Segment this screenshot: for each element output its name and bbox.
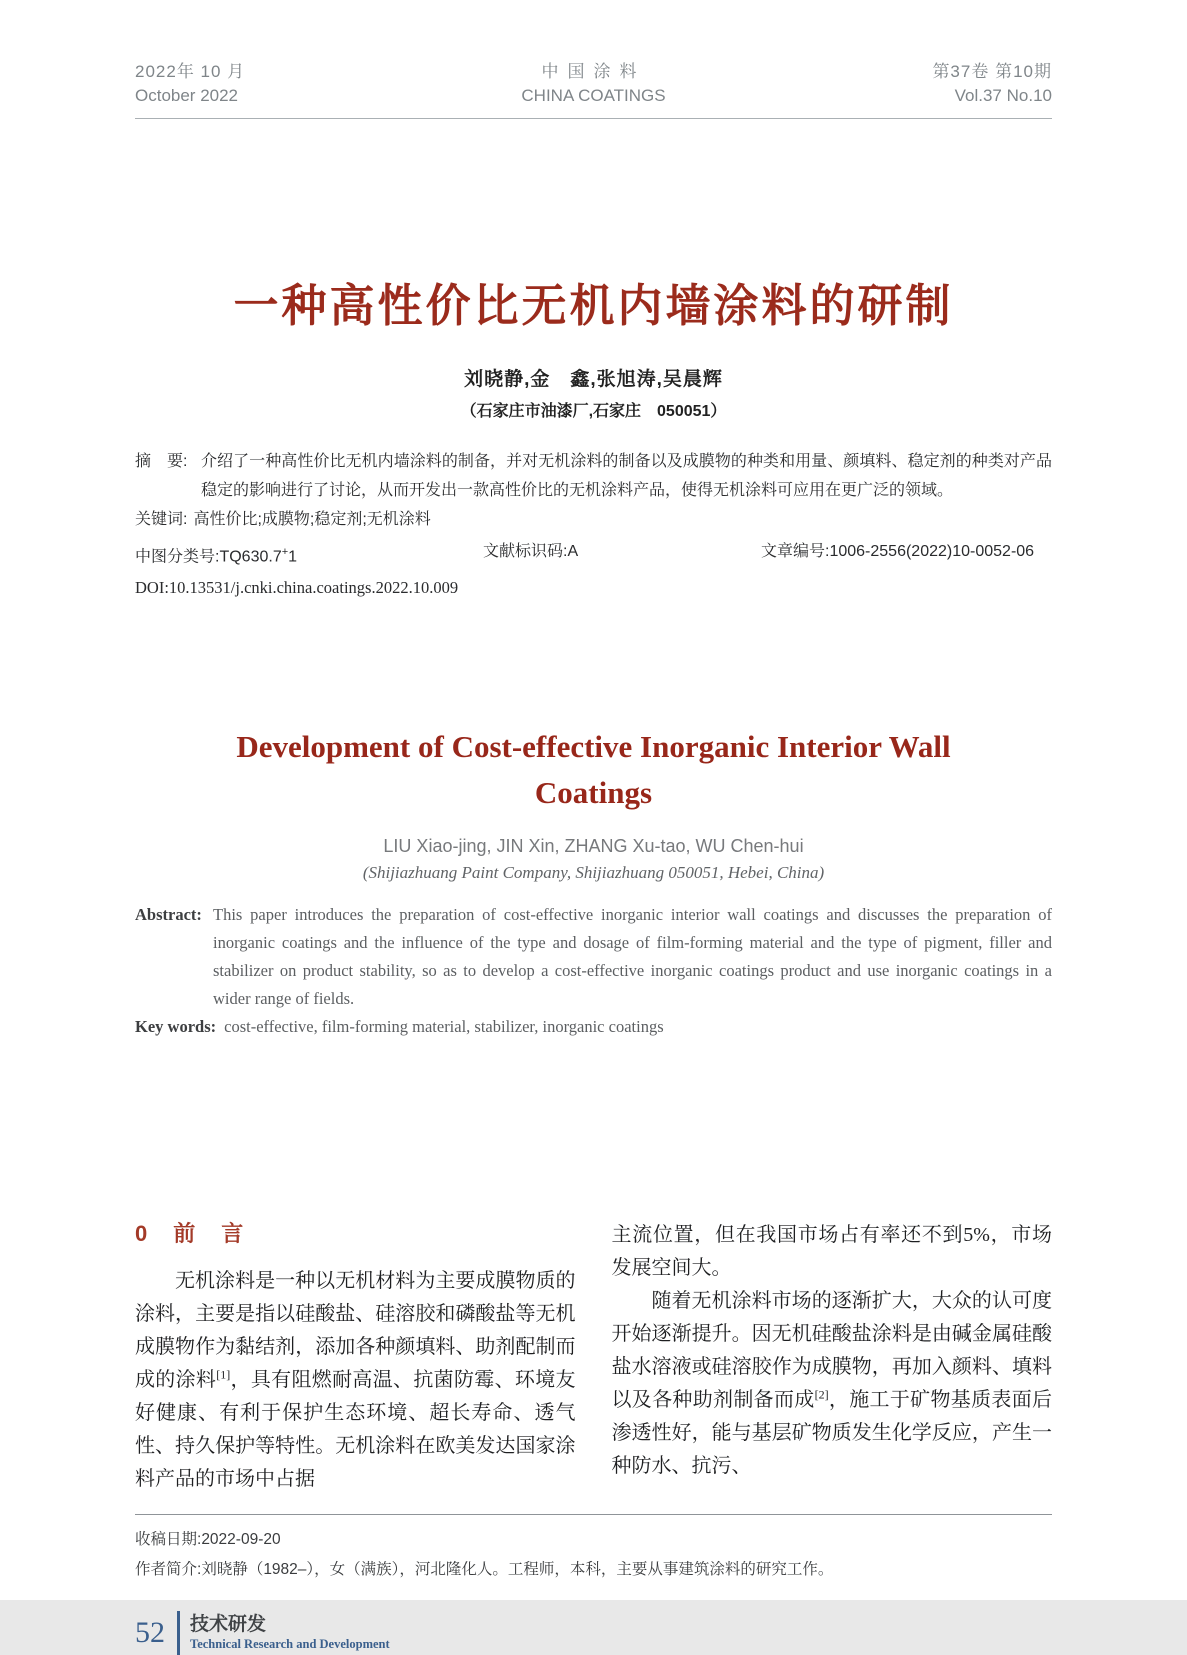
reference-2: [2] [814, 1387, 829, 1402]
page-number: 52 [135, 1616, 165, 1650]
keywords-text-cn: 高性价比;成膜物;稳定剂;无机涂料 [193, 511, 431, 528]
author-bio: 作者简介:刘晓静（1982–），女（满族），河北隆化人。工程师，本科，主要从事建筑涂料的研究工作。 [135, 1561, 834, 1579]
reference-1: [1] [216, 1367, 231, 1382]
journal-header [135, 0, 1052, 119]
body-column-right [612, 1219, 1053, 1496]
paragraph-intro-right-continued: 主流位置，但在我国市场占有率还不到5%，市场发展空间大。 [611, 1224, 1052, 1280]
abstract-label-en: Abstract: [135, 905, 202, 925]
journal-header-row-en [135, 84, 1052, 108]
article-title-en-line2: Coatings [534, 775, 653, 811]
header-issue-cn: 第37卷 第10期 [932, 62, 1052, 81]
section-number: 0 [135, 1221, 148, 1247]
classification-row [135, 538, 1052, 571]
keywords-label-en: Key words: [135, 1017, 217, 1037]
doi: DOI:10.13531/j.cnki.china.coatings.2022.10.009 [135, 578, 459, 598]
received-date: 收稿日期:2022-09-20 [135, 1531, 281, 1549]
affiliation-cn: （石家庄市油漆厂,石家庄 050051） [460, 403, 727, 420]
abstract-text-cn: 介绍了一种高性价比无机内墙涂料的制备，并对无机涂料的制备以及成膜物的种类和用量、颜填料、稳定剂的种类对产品稳定的影响进行了讨论，从而开发出一款高性价比的无机涂料产品，使得无机涂料可应用在更广泛的领域。 [201, 453, 1052, 499]
article-title-cn: 一种高性价比无机内墙涂料的研制 [233, 280, 954, 331]
section-heading [135, 1219, 576, 1249]
authors-cn: 刘晓静,金 鑫,张旭涛,吴晨辉 [464, 369, 723, 390]
footer-section [190, 1614, 390, 1652]
header-journal-name-cn: 中国涂料 [541, 62, 646, 81]
article-id: 文章编号:1006-2556(2022)10-0052-06 [761, 543, 1035, 560]
paragraph-market: 随着无机涂料市场的逐渐扩大，大众的认可度开始逐渐提升。因无机硅酸盐涂料是由碱金属硅酸盐水溶液或硅溶胶作为成膜物，再加入颜料、填料以及各种助剂制备而成[2]，施工于矿物基质表面后渗透性好，能与基层矿物质发生化学反应，产生一种防水、抗污、 [611, 1290, 1053, 1478]
header-journal-name-en: CHINA COATINGS [521, 86, 666, 105]
footer-divider-bar [177, 1611, 180, 1655]
footnote [135, 1514, 1052, 1585]
header-date-en: October 2022 [135, 86, 239, 105]
abstract-text-en: This paper introduces the preparation of cost-effective inorganic interior wall coatings and discusses the preparation of inorganic coatings and the influence of the type and dosage of film-forming material and the type of pigment, filler and stabilizer on product stability, so as to develop a cost-effective inorganic coatings product and use inorganic coatings in a wider range of fields. [213, 905, 1052, 1009]
keywords-en [135, 1013, 1052, 1041]
footer-section-en: Technical Research and Development [190, 1637, 390, 1652]
keywords-label-cn: 关键词: [135, 511, 188, 528]
page-footer [135, 1611, 1052, 1655]
abstract-en [135, 901, 1052, 1013]
body-columns [135, 1219, 1052, 1496]
affiliation-en: (Shijiazhuang Paint Company, Shijiazhuang 050051, Hebei, China) [362, 863, 825, 883]
section-title: 前言 [173, 1221, 270, 1247]
header-issue-en: Vol.37 No.10 [954, 86, 1052, 105]
article-title-en [135, 724, 1052, 816]
abstract-cn [135, 447, 1052, 505]
document-code: 文献标识码:A [483, 543, 579, 560]
abstract-label-cn: 摘 要: [135, 453, 188, 470]
keywords-text-en: cost-effective, film-forming material, stabilizer, inorganic coatings [224, 1017, 664, 1037]
authors-en: LIU Xiao-jing, JIN Xin, ZHANG Xu-tao, WU Chen-hui [383, 836, 804, 857]
header-date-cn: 2022年 10 月 [135, 62, 246, 81]
body-column-left [135, 1219, 576, 1496]
paragraph-intro-left: 无机涂料是一种以无机材料为主要成膜物质的涂料，主要是指以硅酸盐、硅溶胶和磷酸盐等无机成膜物作为黏结剂，添加各种颜填料、助剂配制而成的涂料[1]，具有阻燃耐高温、抗菌防霉、环境友好健康、有利于保护生态环境、超长寿命、透气性、持久保护等特性。无机涂料在欧美发达国家涂料产品的市场中占据 [135, 1270, 576, 1491]
clc-number: 中图分类号:TQ630.7+1 [135, 546, 298, 566]
journal-header-row-cn [135, 60, 1052, 84]
footer-section-cn: 技术研发 [190, 1614, 267, 1636]
article-title-en-line1: Development of Cost-effective Inorganic Interior Wall [236, 729, 951, 765]
keywords-cn [135, 505, 1052, 534]
